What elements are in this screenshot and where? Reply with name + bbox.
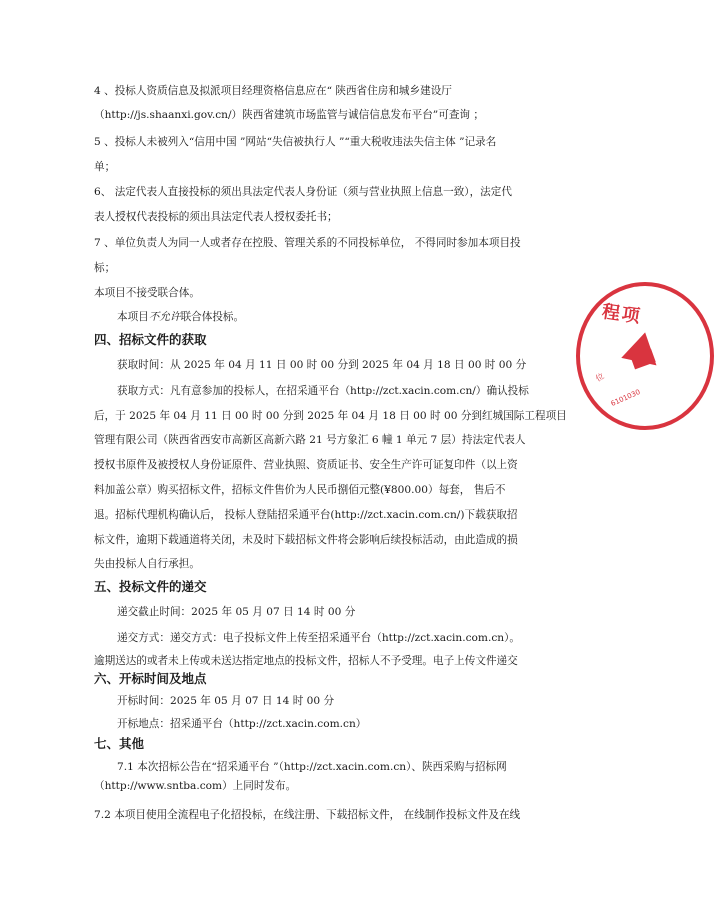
section-heading-4: 四、招标文件的获取 [94,332,207,347]
text-line: 5 、投标人未被列入“信用中国 ”网站“失信被执行人 ”“重大税收违法失信主体 ”记录名 [94,136,497,148]
red-seal-stamp [576,282,714,430]
text-line: 获取时间：从 2025 年 04 月 11 日 00 时 00 分到 2025 年 04 月 18 日 00 时 00 分 [117,359,527,371]
text-line: 6、 法定代表人直接投标的须出具法定代表人身份证（须与营业执照上信息一致），法定代 [94,186,512,198]
text-line: 逾期送达的或者未上传或未送达指定地点的投标文件，招标人不予受理。电子上传文件递交 [94,655,518,667]
section-heading-7: 七、其他 [94,736,145,751]
text-line: 本项目不接受联合体。 [94,287,200,299]
text-line: 单； [94,161,116,173]
seal-text: 程项 [600,301,644,328]
text-line: 失由投标人自行承担。 [94,558,200,570]
text-line: （http://js.shaanxi.gov.cn/）陕西省建筑市场监管与诚信信息发布平台”可查询 ； [94,109,484,121]
text-line: 标文件，逾期下载通道将关闭，未及时下载招标文件将会影响后续投标活动，由此造成的损 [94,534,518,546]
text-line: 递交方式：递交方式：电子投标文件上传至招采通平台（http://zct.xacin.com.cn）。 [117,632,520,644]
text-fragment: 本项目 [117,311,149,323]
text-line: （http://www.sntba.com）上同时发布。 [94,780,297,792]
text-line: 料加盖公章）购买招标文件，招标文件售价为人民币捌佰元整(¥800.00）每套， 售后不 [94,484,506,496]
section-heading-5: 五、投标文件的递交 [94,579,207,594]
text-line: 7.2 本项目使用全流程电子化招投标，在线注册、下载招标文件， 在线制作投标文件及在线 [94,809,521,821]
text-line: 开标时间：2025 年 05 月 07 日 14 时 00 分 [117,695,335,707]
text-line: 标； [94,262,116,274]
text-line: 7 、单位负责人为同一人或者存在控股、管理关系的不同投标单位， 不得同时参加本项目投 [94,237,521,249]
text-line: 授权书原件及被授权人身份证原件、营业执照、资质证书、安全生产许可证复印件（以上资 [94,459,518,471]
text-line: 4 、投标人资质信息及拟派项目经理资格信息应在“ 陕西省住房和城乡建设厅 [94,85,452,97]
text-line [117,310,554,324]
text-line: 后，于 2025 年 04 月 11 日 00 时 00 分到 2025 年 04 月 18 日 00 时 00 分到红城国际工程项目 [94,410,567,422]
text-line: 表人授权代表投标的须出具法定代表人授权委托书； [94,211,338,223]
text-line: 退。招标代理机构确认后， 投标人登陆招采通平台(http://zct.xacin.com.cn/)下载获取招 [94,509,518,521]
section-heading-6: 六、开标时间及地点 [94,671,207,686]
text-line: 递交截止时间：2025 年 05 月 07 日 14 时 00 分 [117,606,356,618]
seal-small-text: 位 [594,371,606,384]
italic-fragment: 不允许 [148,311,181,323]
text-line: 获取方式：凡有意参加的投标人，在招采通平台（http://zct.xacin.com.cn/）确认投标 [117,385,529,397]
text-line: 7.1 本次招标公告在“招采通平台 ”（http://zct.xacin.com.cn）、陕西采购与招标网 [117,761,507,773]
text-line: 管理有限公司（陕西省西安市高新区高新六路 21 号方象汇 6 幢 1 单元 7 层）持法定代表人 [94,434,526,446]
text-fragment: 联合体投标。 [180,311,245,323]
seal-number: 6101030 [609,388,642,408]
text-line: 开标地点：招采通平台（http://zct.xacin.com.cn） [117,718,367,730]
